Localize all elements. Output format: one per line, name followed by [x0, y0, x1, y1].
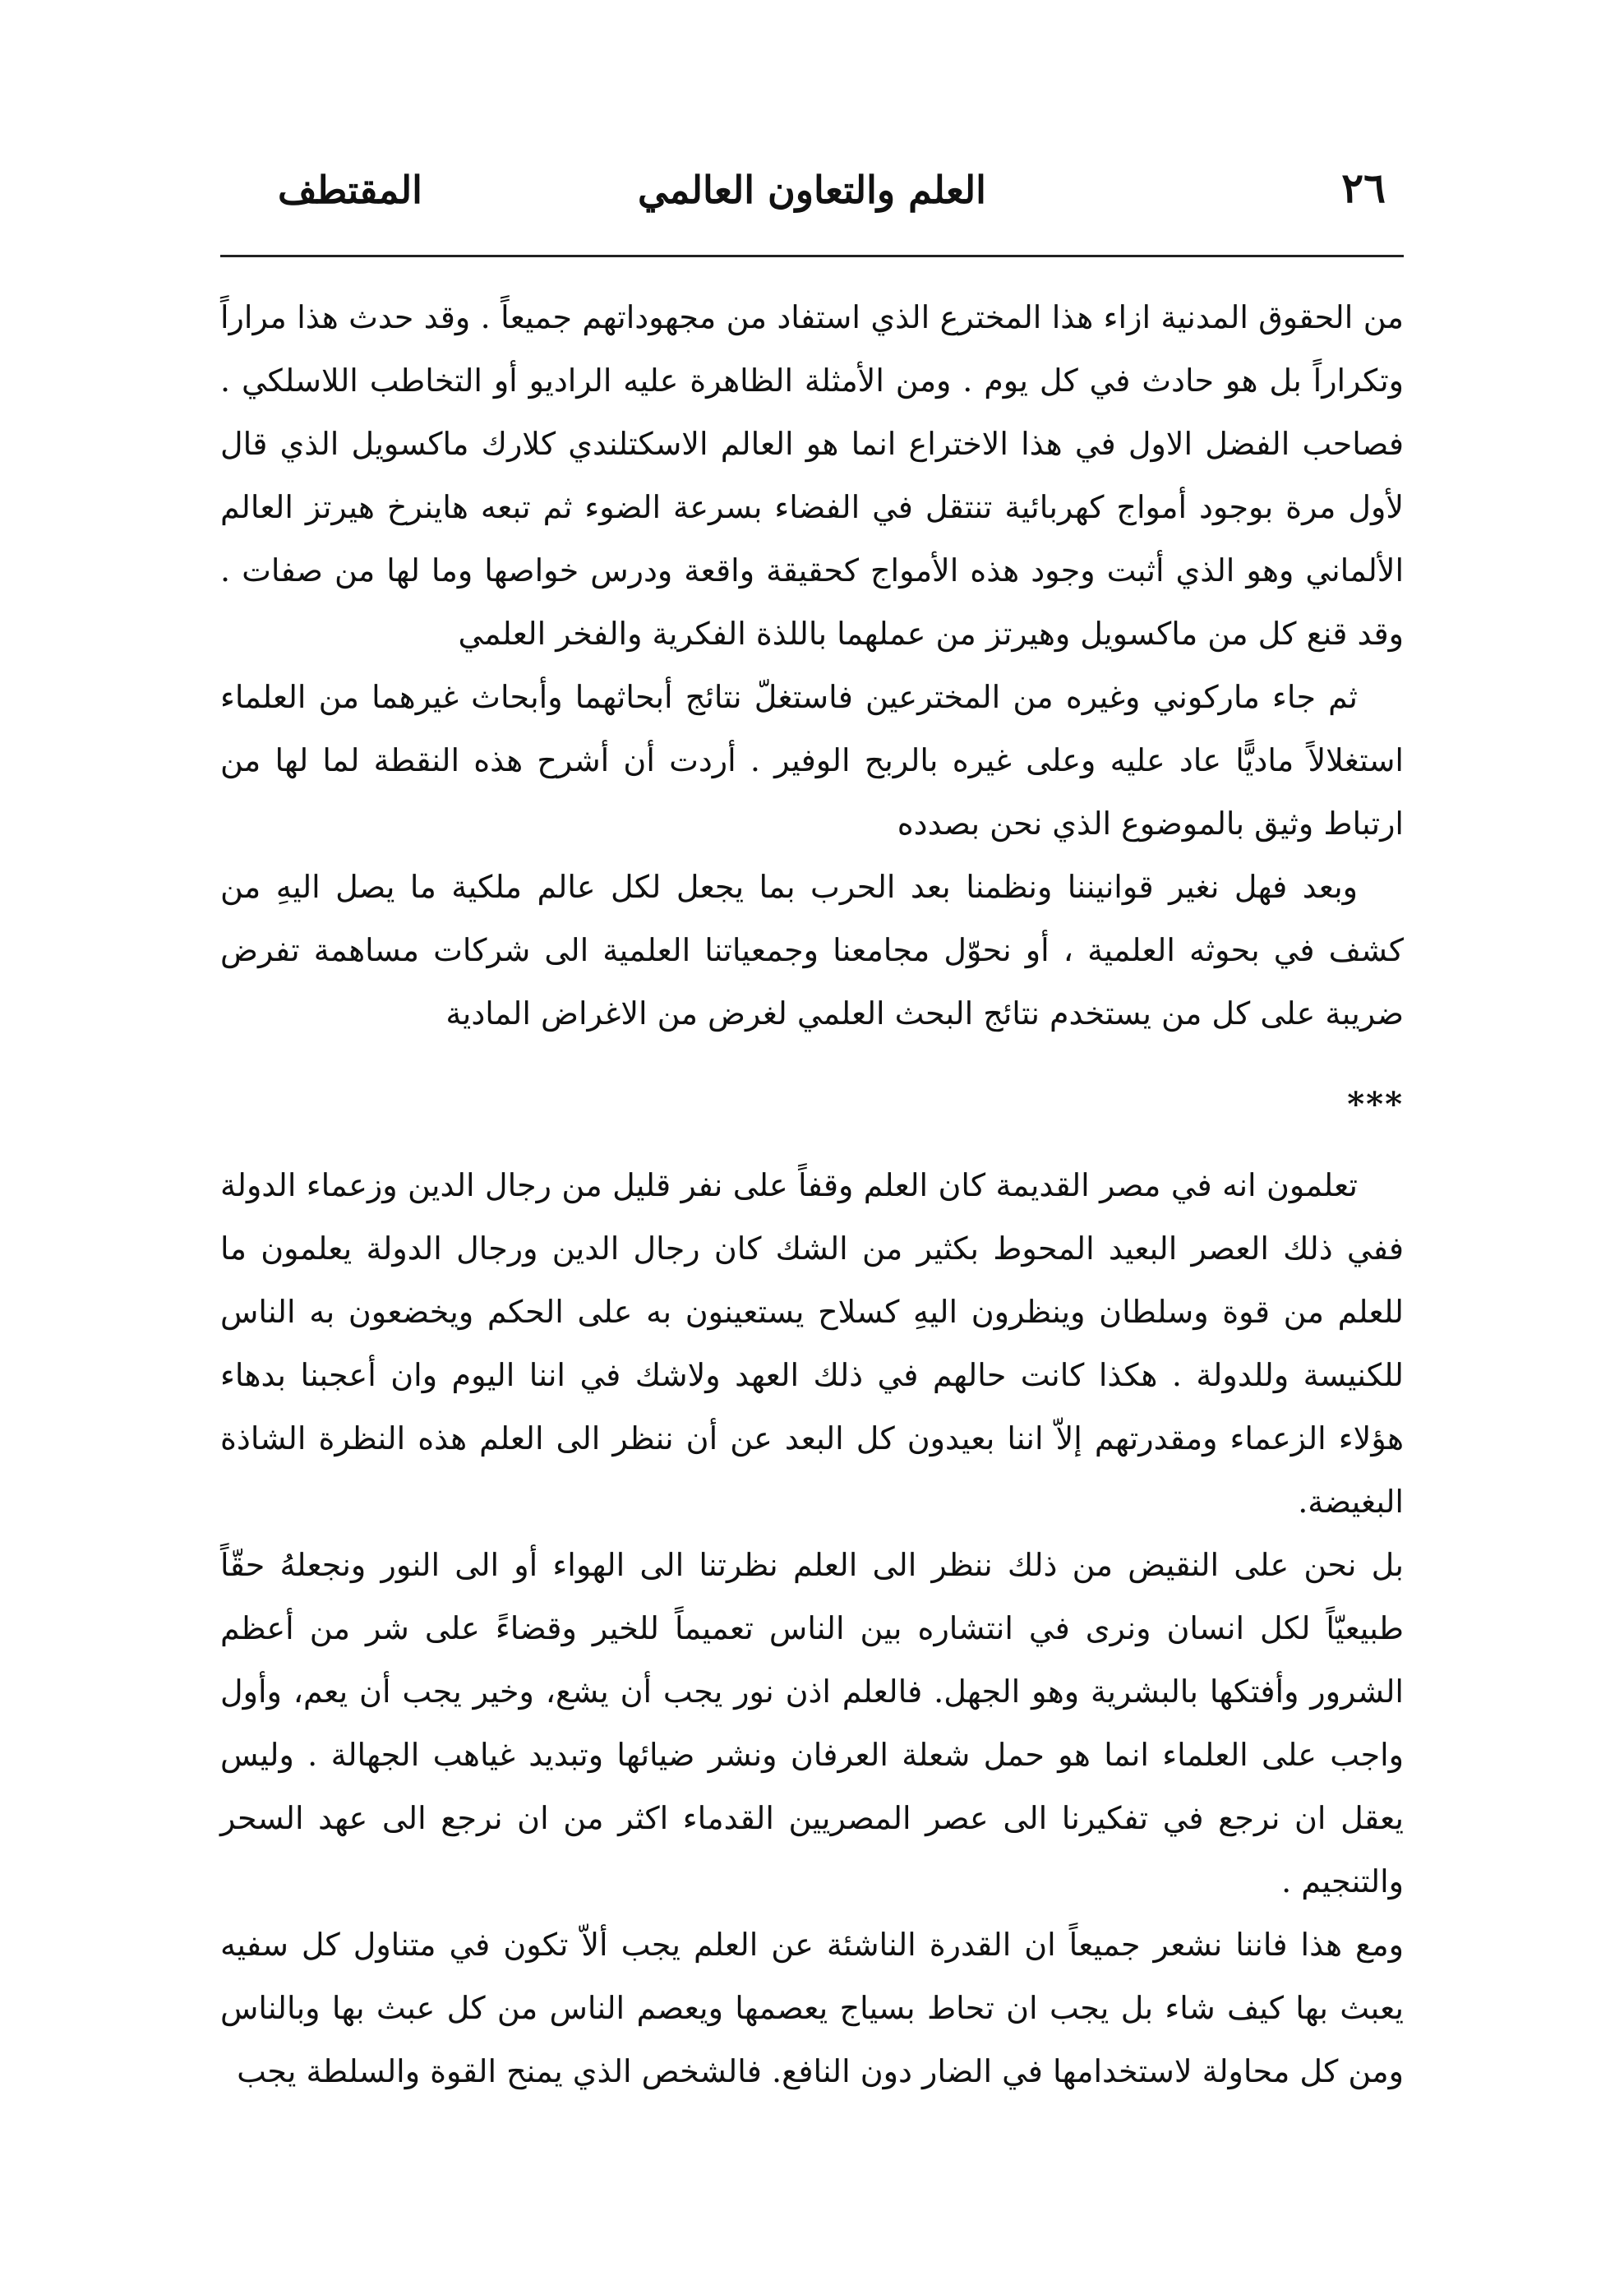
journal-name: المقتطف: [278, 168, 422, 212]
paragraph-postwar-question: وبعد فهل نغير قوانيننا ونظمنا بعد الحرب بما يجعل لكل عالم ملكية ما يصل اليهِ من كشف في بحوثه العلمية ، أو نحوّل مجامعنا وجمعياتنا العلمية الى شركات مساهمة تفرض ضريبة على كل من يستخدم نتائج البحث العلمي لغرض من الاغراض المادية: [220, 869, 1404, 1032]
header-rule: [220, 255, 1404, 257]
paragraph-radio-history: من الحقوق المدنية ازاء هذا المخترع الذي استفاد من مجهوداتهم جميعاً . وقد حدث هذا مراراً وتكراراً بل هو حادث في كل يوم . ومن الأمثلة الظاهرة عليه الراديو أو التخاطب اللاسلكي . فصاحب الفضل الاول في هذا الاختراع انما هو العالم الاسكتلندي كلارك ماكسويل الذي قال لأول مرة بوجود أمواج كهربائية تنتقل في الفضاء بسرعة الضوء ثم تبعه هاينرخ هيرتز العالم الألماني وهو الذي أثبت وجود هذه الأمواج كحقيقة واقعة ودرس خواصها وما لها من صفات . وقد قنع كل من ماكسويل وهيرتز من عملهما باللذة الفكرية والفخر العلمي: [220, 299, 1404, 652]
article-body: [220, 286, 1404, 2103]
article-title: العلم والتعاون العالمي: [638, 168, 986, 212]
running-head: [220, 164, 1404, 230]
paragraph-power-of-science: ومع هذا فاننا نشعر جميعاً ان القدرة الناشئة عن العلم يجب ألاّ تكون في متناول كل سفيه يعبث بها كيف شاء بل يجب ان تحاط بسياج يعصمها ويعصم الناس من كل عبث بها وبالناس ومن كل محاولة لاستخدامها في الضار دون النافع. فالشخص الذي يمنح القوة والسلطة يجب: [220, 1927, 1404, 2089]
paragraph-knowledge-as-light: بل نحن على النقيض من ذلك ننظر الى العلم نظرتنا الى الهواء أو الى النور ونجعلهُ حقّاً طبيعيّاً لكل انسان ونرى في انتشاره بين الناس تعميماً للخير وقضاءً على شر من أعظم الشرور وأفتكها بالبشرية وهو الجهل. فالعلم اذن نور يجب أن يشع، وخير يجب أن يعم، وأول واجب على العلماء انما هو حمل شعلة العرفان ونشر ضيائها وتبديد غياهب الجهالة . وليس يعقل ان نرجع في تفكيرنا الى عصر المصريين القدماء اكثر من ان نرجع الى عهد السحر والتنجيم .: [220, 1547, 1404, 1899]
section-separator: ***: [1347, 1085, 1404, 1124]
page-number: ٢٦: [1341, 164, 1386, 212]
paragraph-ancient-egypt: تعلمون انه في مصر القديمة كان العلم وقفاً على نفر قليل من رجال الدين وزعماء الدولة ففي ذلك العصر البعيد المحوط بكثير من الشك كان رجال الدين ورجال الدولة يعلمون ما للعلم من قوة وسلطان وينظرون اليهِ كسلاح يستعينون به على الحكم ويخضعون به الناس للكنيسة وللدولة . هكذا كانت حالهم في ذلك العهد ولاشك في اننا اليوم وان أعجبنا بدهاء هؤلاء الزعماء ومقدرتهم إلاّ اننا بعيدون كل البعد عن أن ننظر الى العلم هذه النظرة الشاذة البغيضة.: [220, 1167, 1404, 1520]
paragraph-marconi: ثم جاء ماركوني وغيره من المخترعين فاستغلّ نتائج أبحاثهما وأبحاث غيرهما من العلماء استغلالاً ماديًّا عاد عليه وعلى غيره بالربح الوفير . أردت أن أشرح هذه النقطة لما لها من ارتباط وثيق بالموضوع الذي نحن بصدده: [220, 679, 1404, 842]
